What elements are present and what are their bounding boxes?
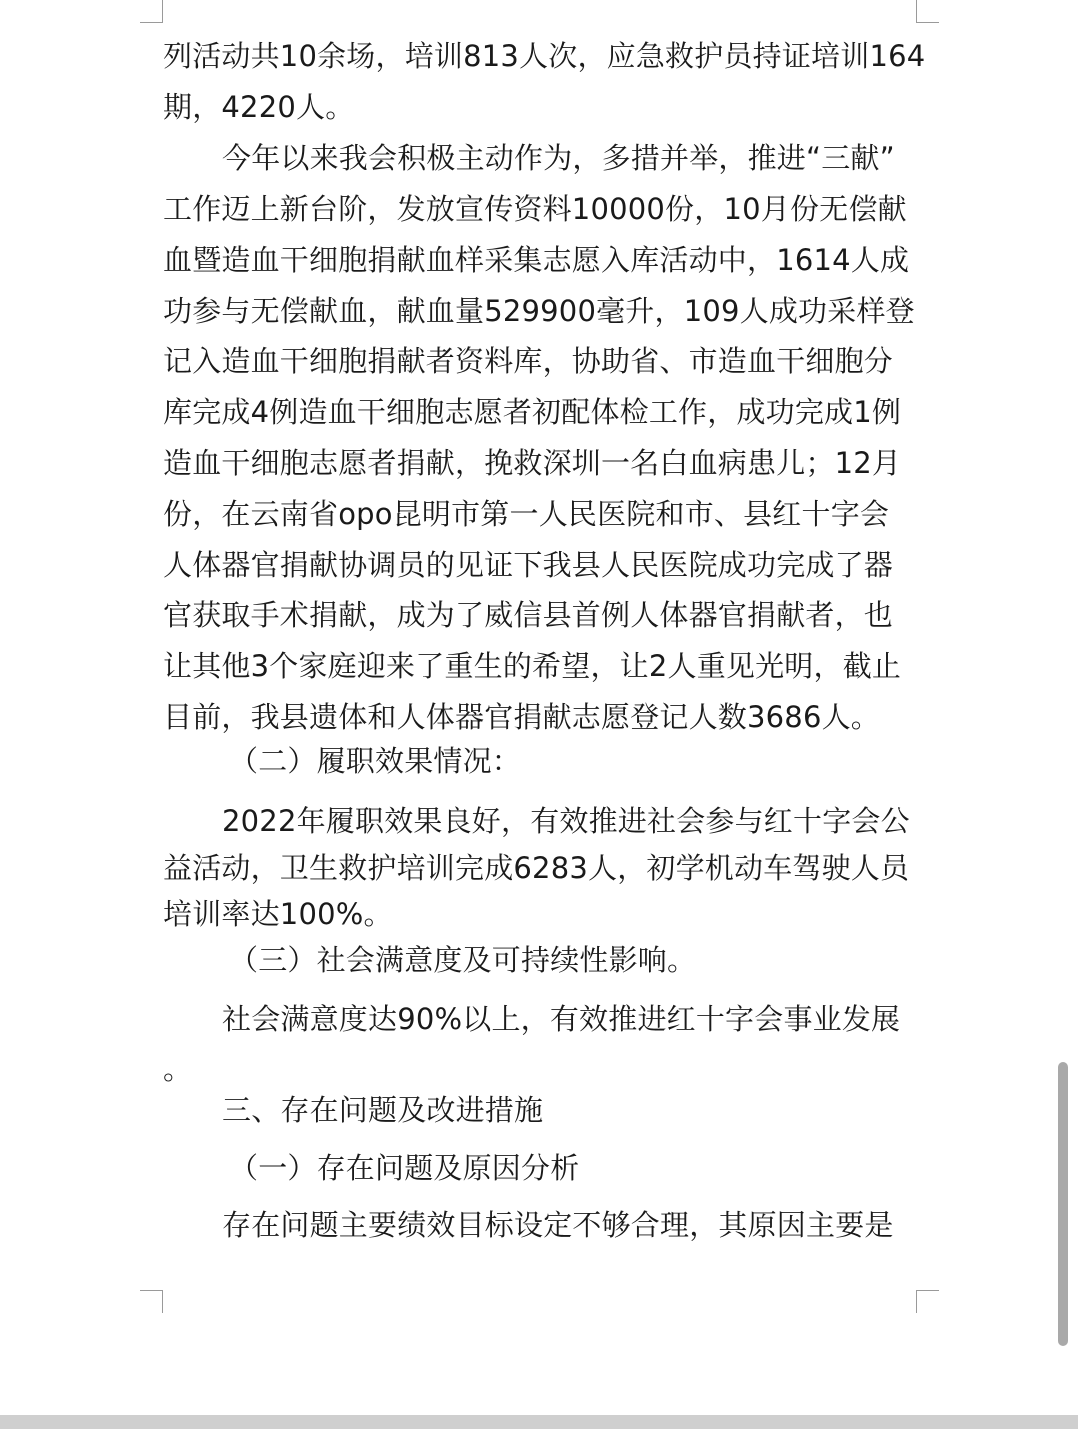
- text-line: 存在问题主要绩效目标设定不够合理，其原因主要是: [222, 1208, 894, 1242]
- section-heading: （三）社会满意度及可持续性影响。: [229, 943, 697, 977]
- text-line: 今年以来我会积极主动作为，多措并举，推进“三献”: [222, 141, 895, 175]
- vertical-scrollbar-thumb[interactable]: [1058, 1062, 1068, 1346]
- page-corner-mark-bottom-right: [916, 1290, 939, 1313]
- text-line: 份，在云南省opo昆明市第一人民医院和市、县红十字会: [163, 497, 890, 531]
- text-line: 2022年履职效果良好，有效推进社会参与红十字会公: [222, 804, 910, 838]
- section-heading: （一）存在问题及原因分析: [229, 1151, 580, 1185]
- text-line: 让其他3个家庭迎来了重生的希望，让2人重见光明，截止: [163, 649, 902, 683]
- section-heading: 三、存在问题及改进措施: [222, 1093, 544, 1127]
- bottom-bar: [0, 1415, 1078, 1429]
- section-heading: （二）履职效果情况：: [229, 744, 522, 778]
- text-line: 培训率达100%。: [163, 897, 393, 931]
- text-line: 血暨造血干细胞捐献血样采集志愿入库活动中，1614人成: [163, 243, 910, 277]
- text-line: 功参与无偿献血，献血量529900毫升，109人成功采样登: [163, 294, 915, 328]
- page-corner-mark-bottom-left: [140, 1290, 163, 1313]
- text-line: 造血干细胞志愿者捐献，挽救深圳一名白血病患儿；12月: [163, 446, 902, 480]
- page-corner-mark-top-right: [916, 0, 939, 23]
- page-corner-mark-top-left: [140, 0, 163, 23]
- text-line: 官获取手术捐献，成为了威信县首例人体器官捐献者，也: [163, 598, 894, 632]
- text-line: 社会满意度达90%以上，有效推进红十字会事业发展: [222, 1002, 901, 1036]
- text-line: 。: [163, 1052, 193, 1086]
- text-line: 列活动共10余场，培训813人次，应急救护员持证培训164: [163, 39, 926, 73]
- text-line: 工作迈上新台阶，发放宣传资料10000份，10月份无偿献: [163, 192, 907, 226]
- text-line: 期，4220人。: [163, 90, 355, 124]
- text-line: 目前，我县遗体和人体器官捐献志愿登记人数3686人。: [163, 700, 881, 734]
- text-line: 益活动，卫生救护培训完成6283人，初学机动车驾驶人员: [163, 851, 910, 885]
- text-line: 库完成4例造血干细胞志愿者初配体检工作，成功完成1例: [163, 395, 902, 429]
- text-line: 记入造血干细胞捐献者资料库，协助省、市造血干细胞分: [163, 344, 894, 378]
- text-line: 人体器官捐献协调员的见证下我县人民医院成功完成了器: [163, 548, 894, 582]
